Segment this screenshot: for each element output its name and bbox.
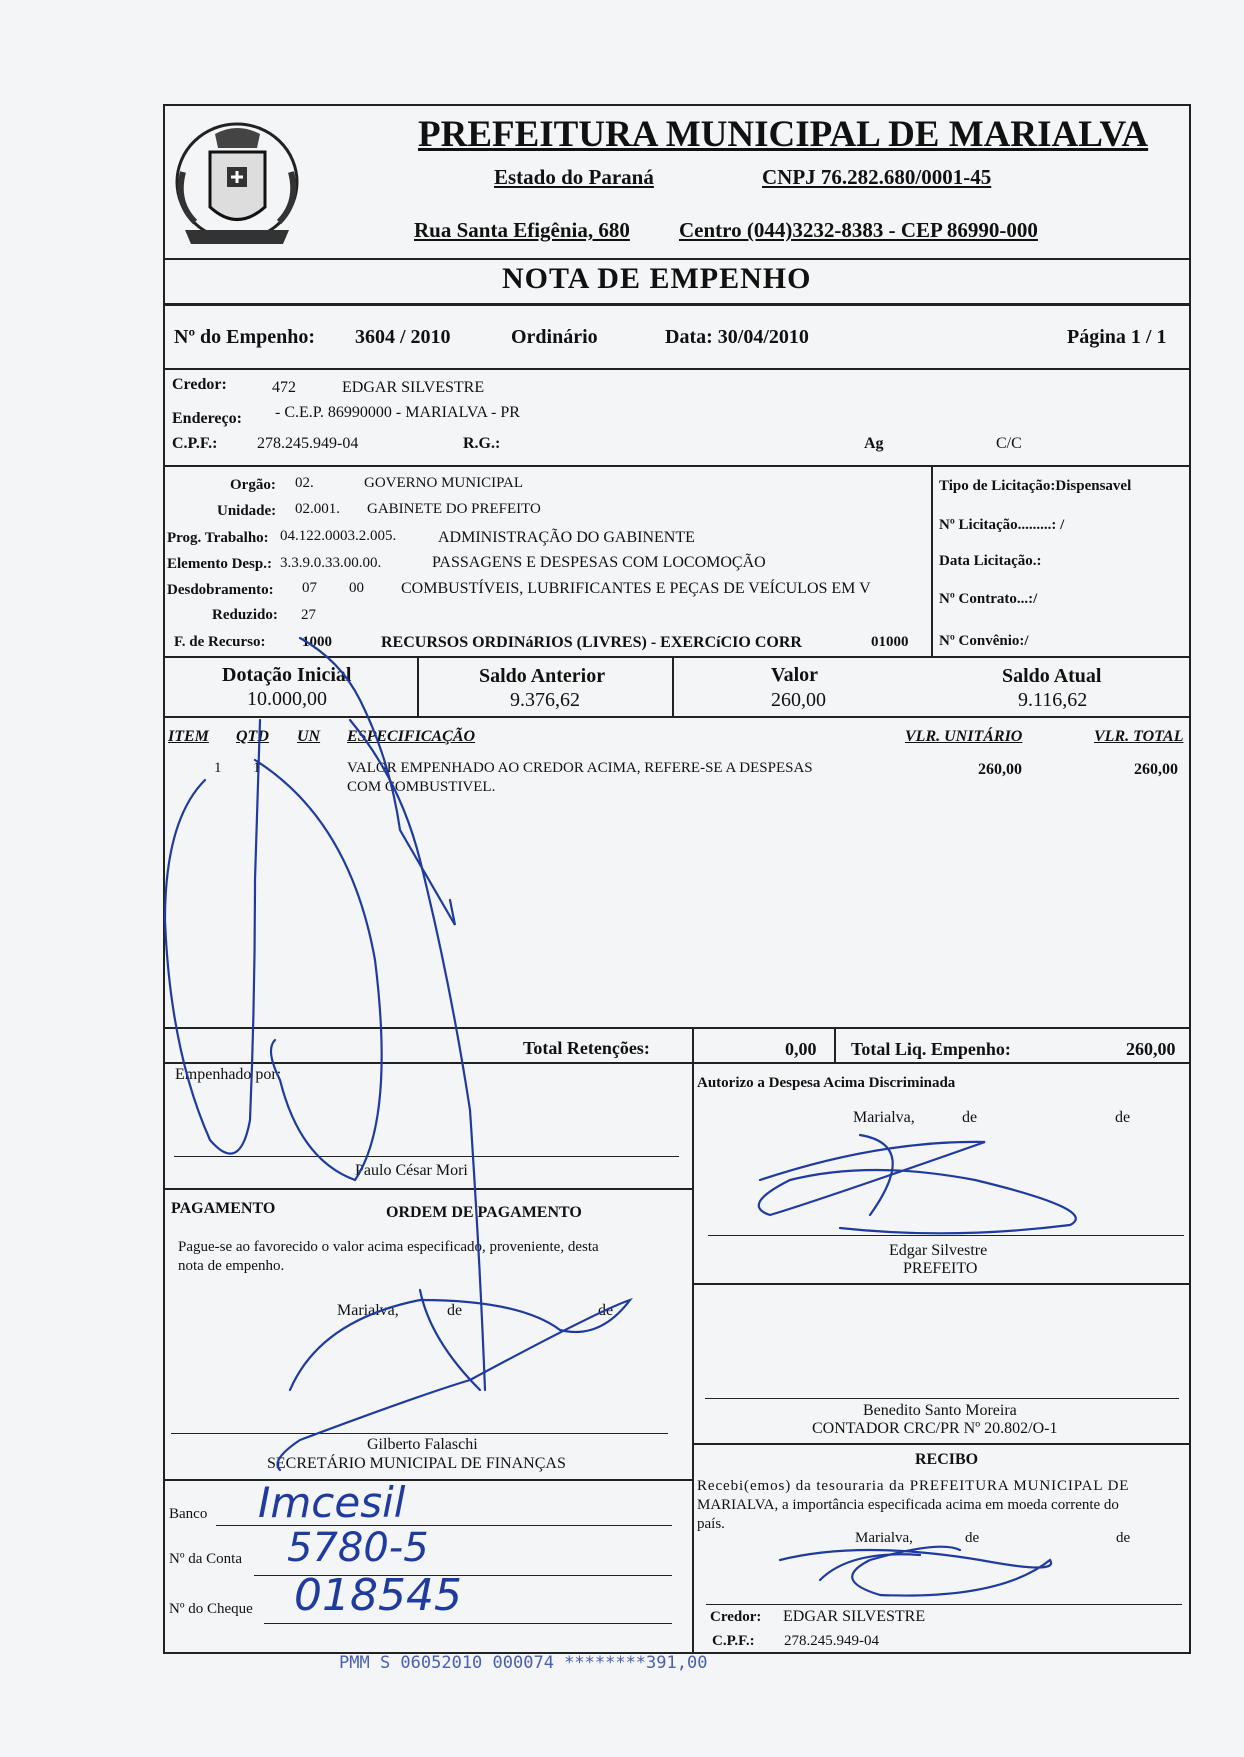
row-unit-value: 260,00 (978, 761, 1022, 778)
recibo-credor-value: EDGAR SILVESTRE (783, 1608, 926, 1625)
document-title: NOTA DE EMPENHO (502, 262, 812, 295)
page-title: PREFEITURA MUNICIPAL DE MARIALVA (418, 114, 1149, 155)
pagamento-text-1: Pague-se ao favorecido o valor acima especificado, proveniente, desta (178, 1239, 599, 1255)
elemento-code: 3.3.9.0.33.00.00. (280, 555, 382, 571)
dotacao-value: 10.000,00 (247, 688, 327, 710)
contador-name: Benedito Santo Moreira (863, 1402, 1017, 1419)
unidade-code: 02.001. (295, 501, 340, 517)
desdobramento-code-1: 07 (302, 580, 317, 596)
pagamento-place: Marialva, (337, 1302, 399, 1319)
orgao-label: Orgão: (230, 477, 276, 493)
valor-value: 260,00 (771, 689, 826, 711)
secretario-role: SECRETÁRIO MUNICIPAL DE FINANÇAS (267, 1455, 566, 1472)
col-header-vlr-unitario: VLR. UNITÁRIO (905, 728, 1023, 745)
saldo-atual-label: Saldo Atual (1002, 665, 1102, 687)
saldo-atual-value: 9.116,62 (1018, 689, 1088, 711)
row-total-value: 260,00 (1134, 761, 1178, 778)
ag-label: Ag (864, 435, 884, 452)
desdobramento-code-2: 00 (349, 580, 364, 596)
licitacao-data: Data Licitação.: (939, 553, 1042, 569)
dotacao-label: Dotação Inicial (222, 664, 352, 686)
liq-empenho-value: 260,00 (1126, 1039, 1176, 1059)
retencoes-label: Total Retenções: (523, 1038, 650, 1058)
recibo-de-1: de (965, 1530, 980, 1546)
valor-label: Valor (771, 664, 819, 686)
col-header-un: UN (297, 728, 321, 745)
recibo-cpf-value: 278.245.949-04 (784, 1633, 879, 1649)
credor-name: EDGAR SILVESTRE (342, 379, 485, 396)
row-spec-line-1: VALOR EMPENHADO AO CREDOR ACIMA, REFERE-SE A DESPESAS (347, 760, 813, 776)
recibo-text-3: país. (697, 1516, 725, 1532)
saldo-anterior-label: Saldo Anterior (479, 665, 606, 687)
recurso-code: 1000 (302, 634, 332, 650)
orgao-code: 02. (295, 475, 314, 491)
pagamento-label: PAGAMENTO (171, 1200, 276, 1217)
recurso-name: RECURSOS ORDINáRIOS (LIVRES) - EXERCíCIO CORR (381, 634, 802, 651)
pagamento-de-2: de (598, 1302, 614, 1319)
contact-label: Centro (044)3232-8383 - CEP 86990-000 (679, 218, 1038, 242)
reduzido-label: Reduzido: (212, 607, 278, 623)
endereco-value: - C.E.P. 86990000 - MARIALVA - PR (275, 404, 520, 421)
recibo-text-1: Recebi(emos) da tesouraria da PREFEITURA MUNICIPAL DE (697, 1478, 1130, 1494)
autorizo-place: Marialva, (853, 1109, 915, 1126)
recibo-text-2: MARIALVA, a importância especificada acima em moeda corrente do (697, 1497, 1119, 1513)
retencoes-value: 0,00 (785, 1039, 817, 1059)
saldo-anterior-value: 9.376,62 (510, 689, 580, 711)
banco-value: Imcesil (258, 1478, 406, 1527)
recibo-cpf-label: C.P.F.: (712, 1633, 755, 1649)
autorizo-de-2: de (1115, 1109, 1131, 1126)
prog-code: 04.122.0003.2.005. (280, 528, 397, 544)
conta-label: Nº da Conta (169, 1551, 242, 1567)
ordem-pagamento-label: ORDEM DE PAGAMENTO (386, 1204, 582, 1221)
desdobramento-name: COMBUSTÍVEIS, LUBRIFICANTES E PEÇAS DE VEÍCULOS EM V (401, 580, 871, 597)
cnpj-label: CNPJ 76.282.680/0001-45 (762, 165, 992, 189)
recibo-de-2: de (1116, 1530, 1131, 1546)
cashier-stamp: PMM S 06052010 000074 ********391,00 (339, 1653, 708, 1673)
recibo-title: RECIBO (915, 1451, 979, 1468)
recurso-code-2: 01000 (871, 634, 909, 650)
prog-label: Prog. Trabalho: (167, 530, 269, 546)
row-spec-line-2: COM COMBUSTIVEL. (347, 779, 496, 795)
convenio-label: Nº Convênio:/ (939, 633, 1029, 649)
autorizo-label: Autorizo a Despesa Acima Discriminada (697, 1075, 956, 1091)
licitacao-numero: Nº Licitação.........: / (939, 517, 1065, 533)
orgao-name: GOVERNO MUNICIPAL (364, 475, 524, 491)
unidade-label: Unidade: (217, 503, 277, 519)
cheque-label: Nº do Cheque (169, 1601, 253, 1617)
elemento-name: PASSAGENS E DESPESAS COM LOCOMOÇÃO (432, 554, 766, 571)
reduzido-value: 27 (301, 607, 316, 623)
empenho-date: Data: 30/04/2010 (665, 326, 809, 348)
prefeito-role: PREFEITO (903, 1260, 978, 1277)
contrato-label: Nº Contrato...:/ (939, 591, 1038, 607)
rg-label: R.G.: (463, 435, 501, 452)
empenho-number: 3604 / 2010 (355, 326, 451, 348)
conta-value: 5780-5 (287, 1525, 429, 1571)
elemento-label: Elemento Desp.: (167, 556, 272, 572)
row-qtd: 1 (253, 760, 261, 776)
prog-name: ADMINISTRAÇÃO DO GABINENTE (438, 529, 695, 546)
prefeito-name: Edgar Silvestre (889, 1242, 988, 1259)
desdobramento-label: Desdobramento: (167, 582, 274, 598)
cheque-value: 018545 (294, 1570, 462, 1621)
cpf-value: 278.245.949-04 (257, 435, 359, 452)
endereco-label: Endereço: (172, 410, 242, 427)
col-header-item: ITEM (168, 728, 209, 745)
state-label: Estado do Paraná (494, 165, 654, 189)
unidade-name: GABINETE DO PREFEITO (367, 501, 541, 517)
recurso-label: F. de Recurso: (174, 634, 266, 650)
cc-label: C/C (996, 435, 1022, 452)
secretario-name: Gilberto Falaschi (367, 1436, 478, 1453)
recibo-credor-label: Credor: (710, 1609, 762, 1625)
empenhado-label: Empenhado por: (175, 1066, 282, 1083)
empenho-label: Nº do Empenho: (174, 326, 316, 348)
cpf-label: C.P.F.: (172, 435, 218, 452)
credor-code: 472 (272, 379, 296, 396)
recibo-place: Marialva, (855, 1530, 913, 1546)
page-number: Página 1 / 1 (1067, 326, 1167, 348)
pagamento-text-2: nota de empenho. (178, 1258, 285, 1274)
col-header-especificacao: ESPECIFICAÇÃO (347, 728, 476, 745)
banco-label: Banco (169, 1506, 208, 1522)
col-header-vlr-total: VLR. TOTAL (1094, 728, 1184, 745)
liq-empenho-label: Total Liq. Empenho: (851, 1039, 1011, 1059)
contador-role: CONTADOR CRC/PR Nº 20.802/O-1 (812, 1420, 1058, 1437)
empenho-type: Ordinário (511, 326, 598, 348)
pagamento-de-1: de (447, 1302, 463, 1319)
licitacao-tipo: Tipo de Licitação:Dispensavel (939, 478, 1132, 494)
address-label: Rua Santa Efigênia, 680 (414, 218, 630, 242)
col-header-qtd: QTD (236, 728, 269, 745)
row-item: 1 (214, 760, 222, 776)
empenhado-name: Paulo César Mori (355, 1162, 468, 1179)
credor-label: Credor: (172, 376, 227, 393)
autorizo-de-1: de (962, 1109, 978, 1126)
